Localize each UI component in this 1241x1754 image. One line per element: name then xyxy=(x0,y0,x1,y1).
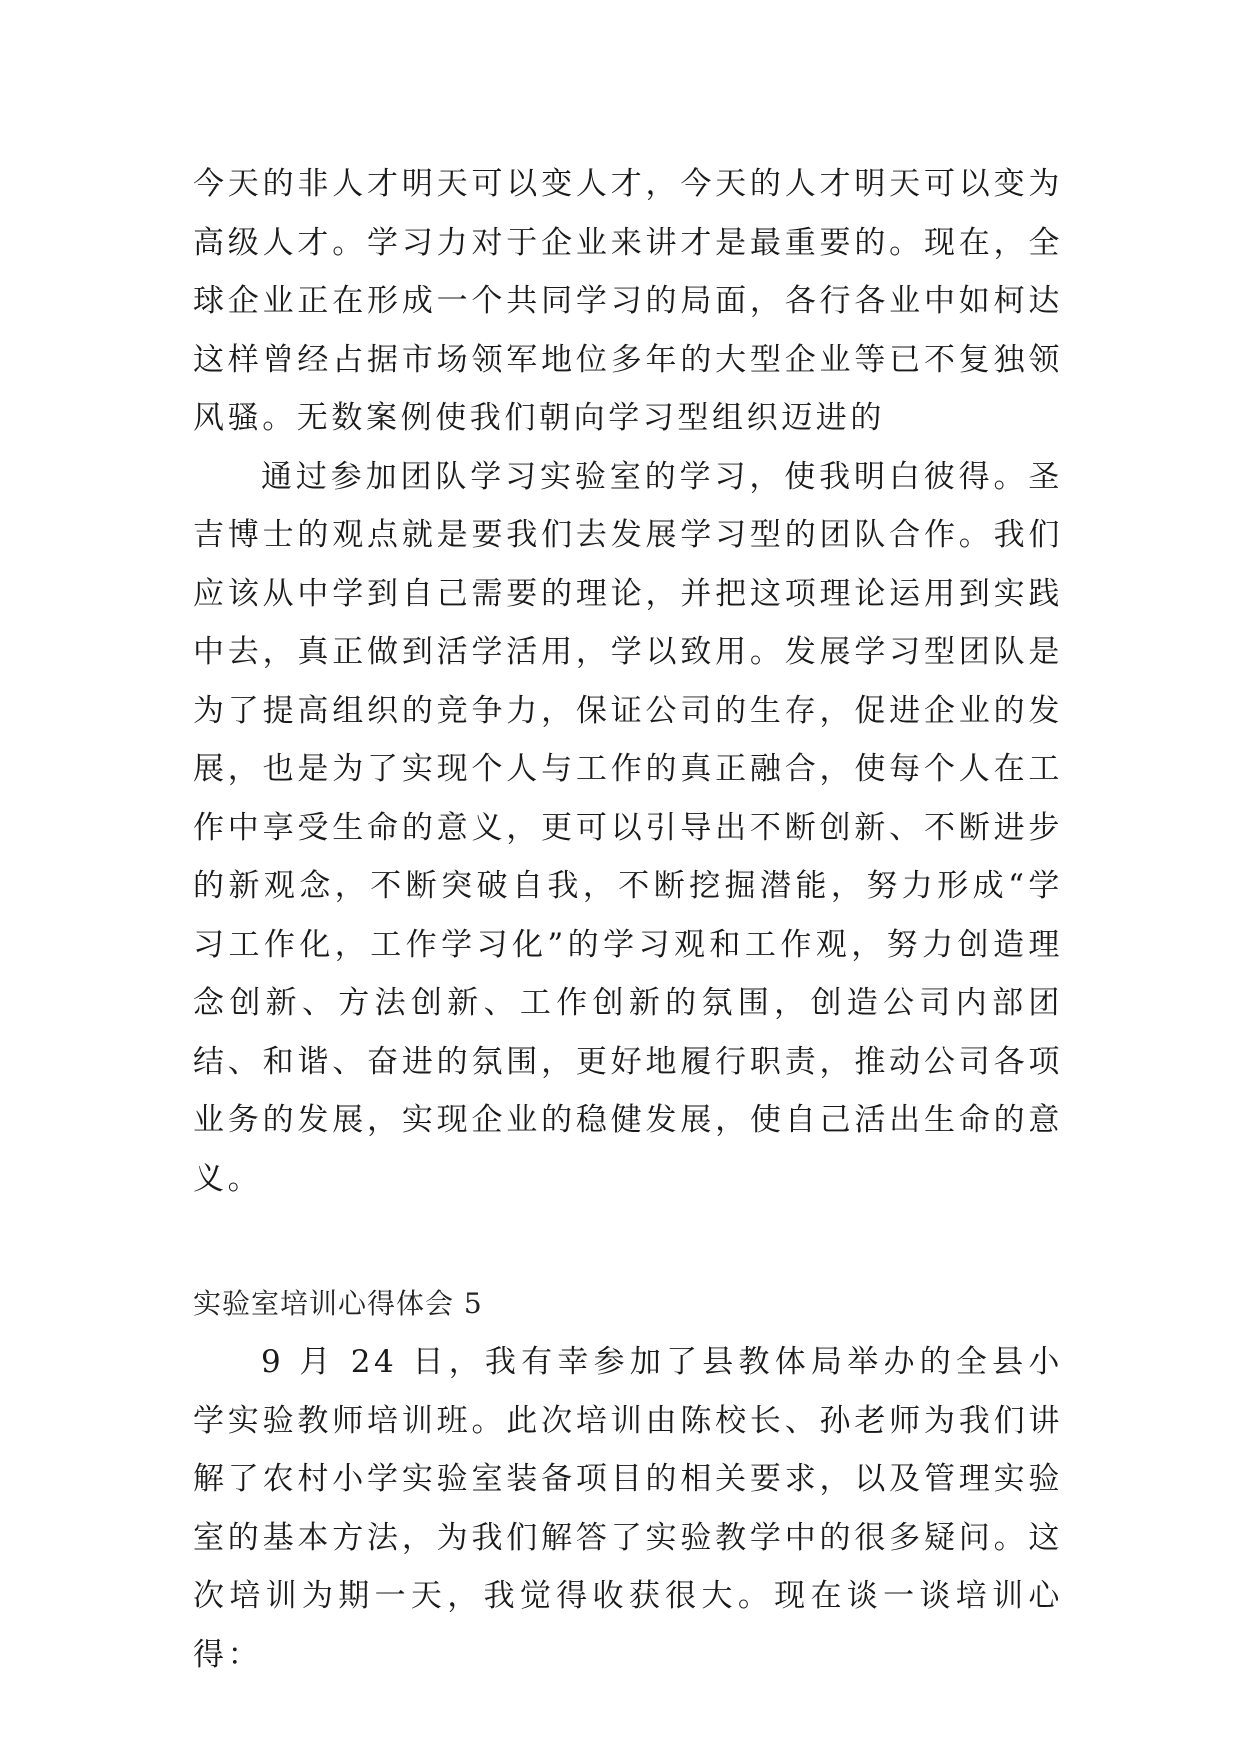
section-heading: 实验室培训心得体会 5 xyxy=(193,1287,483,1320)
paragraph-team-learning: 通过参加团队学习实验室的学习，使我明白彼得。圣吉博士的观点就是要我们去发展学习型的团队合作。我们应该从中学到自己需要的理论，并把这项理论运用到实践中去，真正做到活学活用，学以致用。发展学习型团队是为了提高组织的竞争力，保证公司的生存，促进企业的发展，也是为了实现个人与工作的真正融合，使每个人在工作中享受生命的意义，更可以引导出不断创新、不断进步的新观念，不断突破自我，不断挖掘潜能，努力形成“学习工作化，工作学习化”的学习观和工作观，努力创造理念创新、方法创新、工作创新的氛围，创造公司内部团结、和谐、奋进的氛围，更好地履行职责，推动公司各项业务的发展，实现企业的稳健发展，使自己活出生命的意义。 xyxy=(193,458,1063,1197)
paragraph-learning-ability: 今天的非人才明天可以变人才，今天的人才明天可以变为高级人才。学习力对于企业来讲才是最重要的。现在，全球企业正在形成一个共同学习的局面，各行各业中如柯达这样曾经占据市场领军地位多年的大型企业等已不复独领风骚。无数案例使我们朝向学习型组织迈进的 xyxy=(193,166,1063,436)
document-body xyxy=(193,155,1063,1684)
paragraph-training-intro: 9 月 24 日，我有幸参加了县教体局举办的全县小学实验教师培训班。此次培训由陈校长、孙老师为我们讲解了农村小学实验室装备项目的相关要求，以及管理实验室的基本方法，为我们解答了实验教学中的很多疑问。这次培训为期一天，我觉得收获很大。现在谈一谈培训心得： xyxy=(193,1344,1063,1673)
